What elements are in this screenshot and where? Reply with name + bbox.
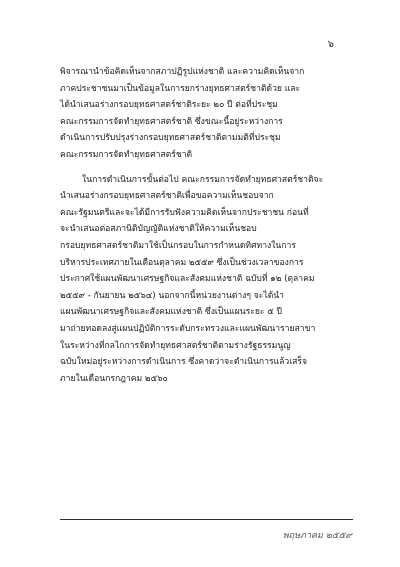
text-line: มาถ่ายทอดลงสู่แผนปฏิบัติการระดับกระทรวงและแผนพัฒนารายสาขา: [60, 323, 316, 334]
page-number: ๖: [327, 39, 334, 50]
text-line: ภายในเดือนกรกฎาคม ๒๕๖๐: [60, 373, 168, 384]
text-line: จะนำเสนอต่อสภานิติบัญญัติแห่งชาติให้ความเห็นชอบ: [60, 224, 257, 235]
text-line: บริหารประเทศภายในเดือนตุลาคม ๒๕๕๙ ซึ่งเป็นช่วงเวลาของการ: [60, 257, 304, 268]
footer-divider: [60, 519, 353, 520]
text-line: ดำเนินการปรับปรุงร่างกรอบยุทธศาสตร์ชาติตามมติที่ประชุม: [60, 133, 281, 144]
body-text: [60, 64, 353, 387]
paragraph: [60, 172, 353, 388]
text-line: แผนพัฒนาเศรษฐกิจและสังคมแห่งชาติ ซึ่งเป็นแผนระยะ ๕ ปี: [60, 307, 282, 318]
text-line: คณะกรรมการจัดทำยุทธศาสตร์ชาติ: [60, 149, 193, 160]
text-line: ภาคประชาชนมาเป็นข้อมูลในการยกร่างยุทธศาสตร์ชาติด้วย และ: [60, 83, 301, 94]
paragraph: [60, 64, 353, 164]
text-line: ฉบับใหม่อยู่ระหว่างการดำเนินการ ซึ่งคาดว่าจะดำเนินการแล้วเสร็จ: [60, 357, 308, 368]
text-line: ได้นำเสนอร่างกรอบยุทธศาสตร์ชาติระยะ ๒๐ ปี ต่อที่ประชุม: [60, 100, 278, 111]
text-line: คณะกรรมการจัดทำยุทธศาสตร์ชาติ ซึ่งขณะนี้อยู่ระหว่างการ: [60, 116, 283, 127]
text-line: ประกาศใช้แผนพัฒนาเศรษฐกิจและสังคมแห่งชาติ ฉบับที่ ๑๒ (ตุลาคม: [60, 274, 315, 285]
text-line: คณะรัฐมนตรีและจะได้มีการรับฟังความคิดเห็นจากประชาชน ก่อนที่: [60, 207, 309, 218]
text-line: ในระหว่างที่กลไกการจัดทำยุทธศาสตร์ชาติตามร่างรัฐธรรมนูญ: [60, 340, 291, 351]
text-line: กรอบยุทธศาสตร์ชาติมาใช้เป็นกรอบในการกำหนดทิศทางในการ: [60, 240, 296, 251]
text-line: ในการดำเนินการขั้นต่อไป คณะกรรมการจัดทำยุทธศาสตร์ชาติจะ: [82, 174, 324, 185]
text-line: นำเสนอร่างกรอบยุทธศาสตร์ชาติเพื่อขอความเห็นชอบจาก: [60, 191, 274, 202]
footer-date: พฤษภาคม ๒๕๕๙: [282, 531, 352, 541]
text-line: ๒๕๕๙ - กันยายน ๒๕๖๔) นอกจากนี้หน่วยงานต่างๆ จะได้นำ: [60, 290, 285, 301]
text-line: พิจารณานำข้อคิดเห็นจากสภาปฏิรูปแห่งชาติ และความคิดเห็นจาก: [60, 67, 305, 77]
